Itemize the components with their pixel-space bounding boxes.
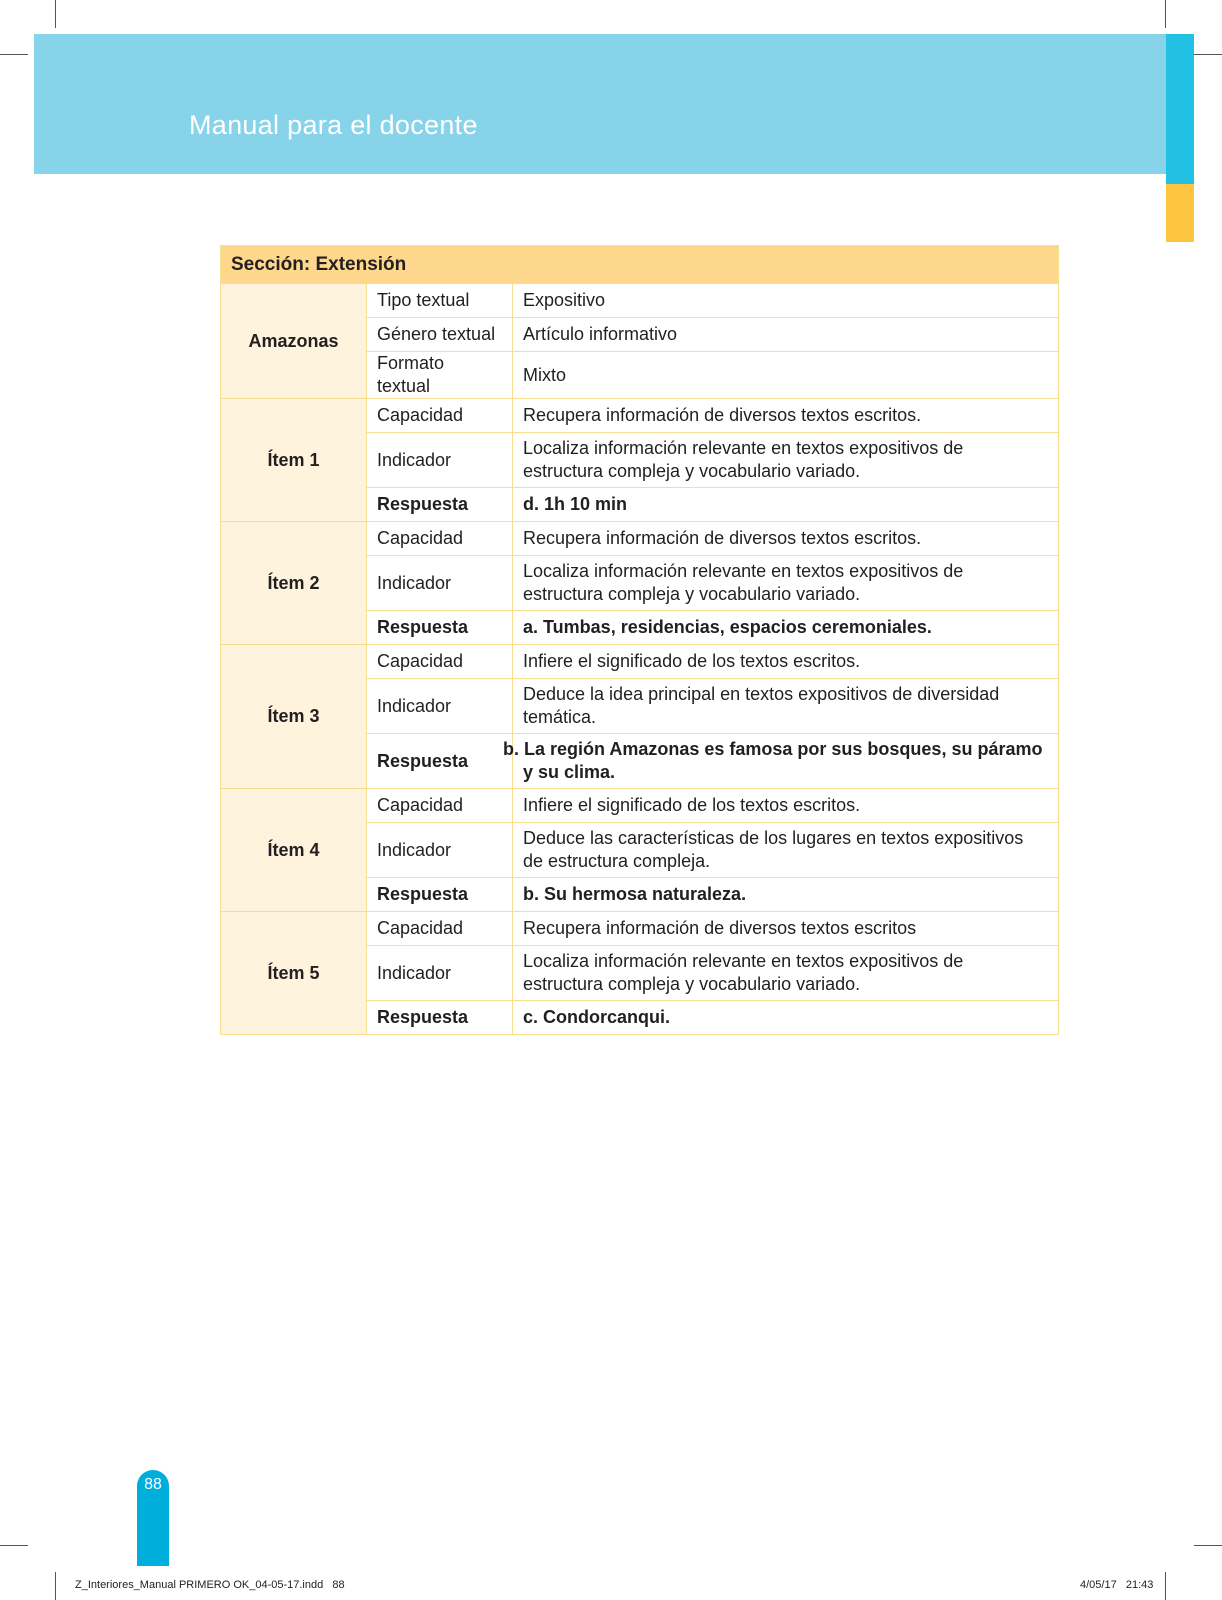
crop-mark <box>1165 0 1166 28</box>
row-value: Artículo informativo <box>513 318 1059 352</box>
capacidad-label: Capacidad <box>367 789 513 823</box>
indicador-label: Indicador <box>367 679 513 734</box>
header-band <box>34 34 1166 174</box>
indicador-label: Indicador <box>367 433 513 488</box>
indicador-value: Localiza información relevante en textos expositivos de estructura compleja y vocabulario variado. <box>513 946 1059 1001</box>
crop-mark <box>55 0 56 28</box>
text-group-name: Amazonas <box>221 284 367 399</box>
section-title: Sección: Extensión <box>221 246 1059 284</box>
page-number: 88 <box>144 1476 162 1493</box>
table-row <box>221 399 1059 433</box>
table-row <box>221 645 1059 679</box>
crop-mark <box>55 1572 56 1600</box>
indicador-label: Indicador <box>367 946 513 1001</box>
item-name: Ítem 5 <box>221 912 367 1035</box>
capacidad-value: Recupera información de diversos textos escritos <box>513 912 1059 946</box>
row-label: Formato textual <box>367 352 513 399</box>
crop-mark <box>1194 1545 1222 1546</box>
capacidad-label: Capacidad <box>367 912 513 946</box>
row-label: Tipo textual <box>367 284 513 318</box>
respuesta-value: a. Tumbas, residencias, espacios ceremoniales. <box>513 611 1059 645</box>
date-slug: 4/05/17 21:43 <box>1080 1579 1154 1591</box>
respuesta-label: Respuesta <box>367 488 513 522</box>
row-value: Expositivo <box>513 284 1059 318</box>
table-row <box>221 522 1059 556</box>
capacidad-value: Infiere el significado de los textos escritos. <box>513 789 1059 823</box>
section-header-row <box>221 246 1059 284</box>
table-row <box>221 284 1059 318</box>
capacidad-value: Recupera información de diversos textos escritos. <box>513 399 1059 433</box>
item-name: Ítem 1 <box>221 399 367 522</box>
capacidad-value: Infiere el significado de los textos escritos. <box>513 645 1059 679</box>
crop-mark <box>0 1545 28 1546</box>
table-row <box>221 789 1059 823</box>
indicador-value: Localiza información relevante en textos expositivos de estructura compleja y vocabulario variado. <box>513 556 1059 611</box>
capacidad-value: Recupera información de diversos textos escritos. <box>513 522 1059 556</box>
respuesta-value: b. La región Amazonas es famosa por sus bosques, su páramo y su clima. <box>513 734 1059 789</box>
indicador-value: Deduce la idea principal en textos expositivos de diversidad temática. <box>513 679 1059 734</box>
file-slug: Z_Interiores_Manual PRIMERO OK_04-05-17.indd 88 <box>75 1579 345 1591</box>
item-name: Ítem 3 <box>221 645 367 789</box>
item-name: Ítem 2 <box>221 522 367 645</box>
crop-mark <box>0 54 28 55</box>
indicador-value: Localiza información relevante en textos expositivos de estructura compleja y vocabulario variado. <box>513 433 1059 488</box>
indicador-value: Deduce las características de los lugares en textos expositivos de estructura compleja. <box>513 823 1059 878</box>
chapter-tab-yellow <box>1166 184 1194 242</box>
table-row <box>221 912 1059 946</box>
respuesta-label: Respuesta <box>367 1001 513 1035</box>
respuesta-label: Respuesta <box>367 878 513 912</box>
respuesta-label: Respuesta <box>367 611 513 645</box>
page-header-title: Manual para el docente <box>189 110 478 140</box>
respuesta-value: d. 1h 10 min <box>513 488 1059 522</box>
indicador-label: Indicador <box>367 556 513 611</box>
item-name: Ítem 4 <box>221 789 367 912</box>
crop-mark <box>1165 1572 1166 1600</box>
crop-mark <box>1194 54 1222 55</box>
capacidad-label: Capacidad <box>367 399 513 433</box>
respuesta-value: c. Condorcanqui. <box>513 1001 1059 1035</box>
respuesta-label: Respuesta <box>367 734 513 789</box>
row-label: Género textual <box>367 318 513 352</box>
respuesta-value: b. Su hermosa naturaleza. <box>513 878 1059 912</box>
evaluation-table <box>220 245 1059 1035</box>
row-value: Mixto <box>513 352 1059 399</box>
capacidad-label: Capacidad <box>367 522 513 556</box>
capacidad-label: Capacidad <box>367 645 513 679</box>
chapter-tab-blue <box>1166 34 1194 184</box>
indicador-label: Indicador <box>367 823 513 878</box>
